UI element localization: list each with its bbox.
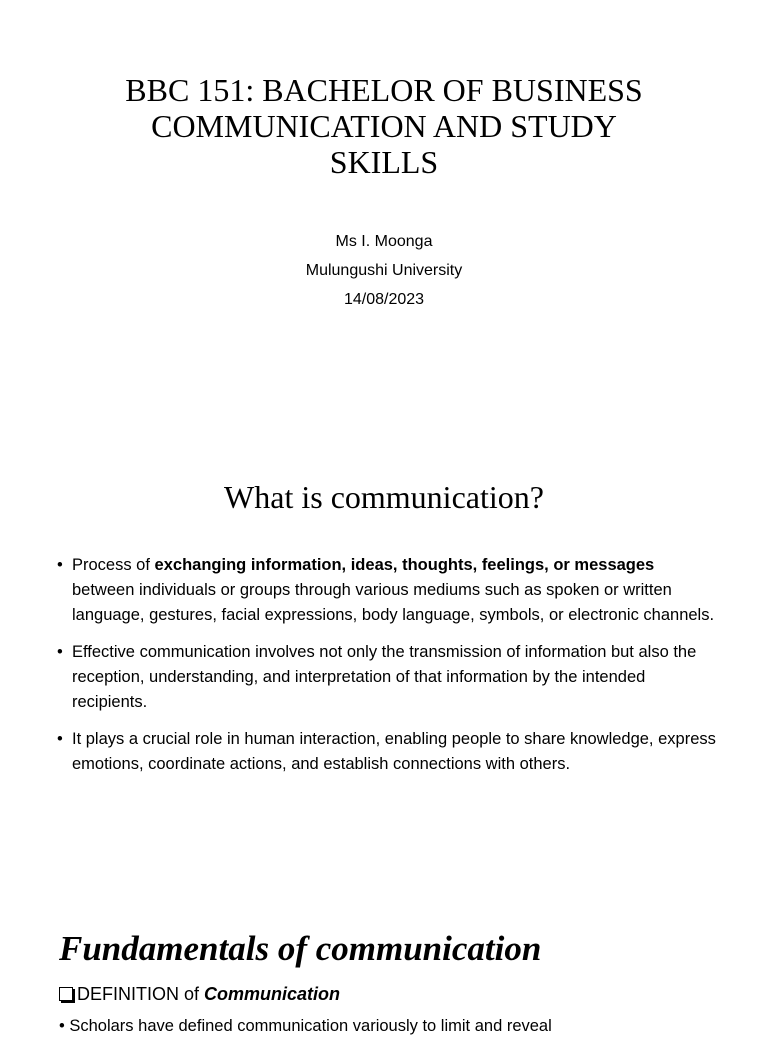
title-line: SKILLS bbox=[329, 144, 439, 180]
title-slide bbox=[0, 0, 768, 420]
institution-name: Mulungushi University bbox=[305, 262, 463, 279]
checkbox-bullet-icon bbox=[59, 987, 73, 1001]
cut-off-bullet-text: • Scholars have defined communication variously to limit and reveal bbox=[59, 1017, 552, 1035]
bullet-text-bold: exchanging information, ideas, thoughts, feelings, or messages bbox=[154, 556, 655, 574]
presentation-title bbox=[84, 72, 684, 180]
bullet-icon: • bbox=[57, 730, 63, 748]
presentation-subtitle bbox=[184, 227, 584, 314]
fundamentals-slide bbox=[0, 900, 768, 1035]
bullet-item bbox=[57, 727, 717, 777]
communication-definition-slide bbox=[0, 440, 768, 860]
title-line: COMMUNICATION AND STUDY bbox=[151, 108, 617, 144]
bullet-item bbox=[57, 640, 717, 715]
bullet-text: Effective communication involves not only the transmission of information but also the reception, understanding, and interpretation of that information by the intended recipients. bbox=[72, 643, 697, 711]
title-line: BBC 151: BACHELOR OF BUSINESS bbox=[125, 72, 643, 108]
bullet-text: It plays a crucial role in human interaction, enabling people to share knowledge, express emotions, coordinate actions, and establish connections with others. bbox=[72, 730, 716, 773]
definition-prefix: DEFINITION of bbox=[77, 984, 205, 1004]
slide-heading: Fundamentals of communication bbox=[59, 929, 542, 968]
bullet-item bbox=[57, 553, 717, 628]
definition-term: Communication bbox=[204, 984, 341, 1004]
bullet-list bbox=[57, 553, 717, 789]
presentation-date: 14/08/2023 bbox=[343, 291, 425, 308]
bullet-icon: • bbox=[57, 643, 63, 661]
bullet-text-suffix: between individuals or groups through various mediums such as spoken or written language, gestures, facial expressions, body language, symbols, or electronic channels. bbox=[72, 581, 715, 624]
slide-heading: What is communication? bbox=[224, 479, 544, 515]
definition-line bbox=[59, 982, 340, 1006]
presenter-name: Ms I. Moonga bbox=[335, 233, 433, 250]
bullet-icon: • bbox=[57, 556, 63, 574]
bullet-text-prefix: Process of bbox=[72, 556, 155, 574]
